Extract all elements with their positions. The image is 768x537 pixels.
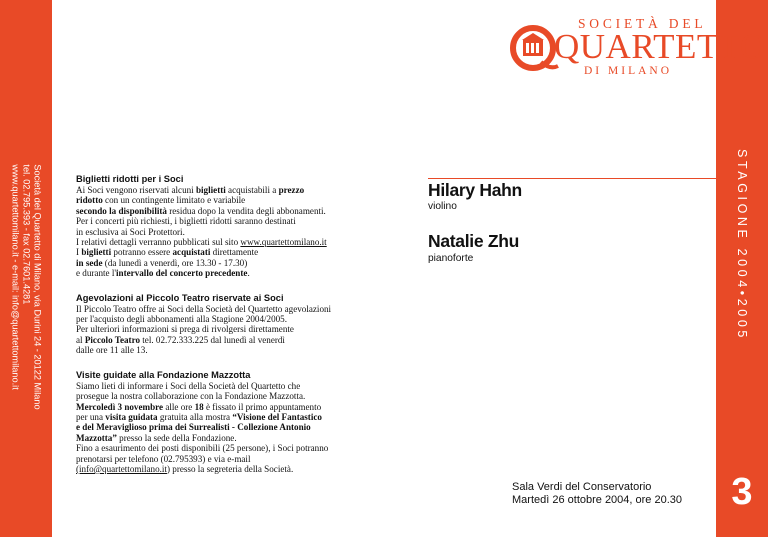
text-segment: prosegue la nostra collaborazione con la Fondazione Mazzotta.	[76, 391, 306, 402]
text-segment: Per i concerti più richiesti, i biglietti ridotti saranno destinati	[76, 216, 296, 227]
text-segment: al	[76, 334, 85, 345]
text-segment: visita guidata	[105, 411, 158, 422]
text-segment: I relativi dettagli verranno pubblicati sul sito	[76, 237, 241, 248]
text-segment: tel. 02.72.333.225 dal lunedì al venerdì	[140, 334, 285, 345]
section-title: Agevolazioni al Piccolo Teatro riservate ai Soci	[76, 292, 284, 303]
text-segment: per una	[76, 411, 106, 422]
text-segment: presso la sede della Fondazione.	[116, 432, 237, 443]
concert-date: Martedì 26 ottobre 2004, ore 20.30	[512, 494, 683, 506]
email-or-web-link[interactable]: www.quartettomilano.it	[240, 237, 327, 248]
text-segment: Per ulteriori informazioni si prega di rivolgersi direttamente	[76, 324, 294, 335]
logo-main-text: QUARTETTO	[554, 27, 766, 66]
artist-name-2: Natalie Zhu	[428, 231, 520, 251]
info-column	[76, 174, 412, 488]
text-segment: ) presso la segreteria della Società.	[166, 463, 294, 474]
text-segment: Piccolo Teatro	[84, 334, 140, 345]
text-segment: acquistabili a	[225, 185, 279, 195]
contact-info-vertical	[10, 164, 43, 409]
section-text-line	[76, 402, 412, 412]
text-segment: .	[247, 268, 250, 279]
venue-name: Sala Verdi del Conservatorio	[512, 481, 652, 493]
section-text-line	[76, 314, 412, 324]
text-segment: Mazzotta”	[76, 432, 117, 443]
info-section	[76, 174, 412, 279]
text-segment: “Visione del Fantastico	[232, 411, 322, 422]
contact-line-phone: tel. 02.795.393 - fax 02.7601.4281	[21, 164, 32, 305]
text-segment: Fino a esaurimento dei posti disponibili (25 persone), i Soci potranno	[76, 443, 329, 454]
section-text-line	[76, 345, 412, 355]
section-text-line	[76, 443, 412, 453]
text-segment: 18	[194, 401, 204, 412]
section-text-line	[76, 324, 412, 334]
section-text-line	[76, 381, 412, 391]
section-text-line	[76, 391, 412, 401]
info-section	[76, 293, 412, 356]
text-segment: biglietti	[195, 185, 226, 195]
text-segment: e del Meraviglioso prima dei Surrealisti - Collezione Antonio	[76, 422, 311, 433]
logo-q-emblem-icon	[508, 22, 560, 74]
text-segment: acquistati	[172, 247, 211, 258]
text-segment: gratuita alla mostra	[157, 411, 233, 422]
section-text-line	[76, 237, 412, 247]
text-segment: (da lunedì a venerdì, ore 13.30 - 17.30)	[102, 257, 248, 268]
text-segment: residua dopo la vendita degli abbonamenti.	[166, 205, 326, 216]
text-segment: secondo la disponibilità	[76, 205, 167, 216]
artist-name-1: Hilary Hahn	[428, 180, 522, 200]
concert-venue	[512, 481, 682, 507]
section-text-line	[76, 247, 412, 257]
email-or-web-link[interactable]: (info@quartettomilano.it	[76, 463, 167, 474]
text-segment: in sede	[76, 257, 103, 268]
text-segment: intervallo del concerto precedente	[116, 268, 248, 279]
contact-line-address: Società del Quartetto di Milano, via Durini 24 - 20122 Milano	[32, 164, 43, 410]
text-segment: per l'acquisto degli abbonamenti alla Stagione 2004/2005.	[76, 314, 287, 325]
text-segment: dalle ore 11 alle 13.	[76, 345, 148, 356]
text-segment: Ai Soci vengono riservati alcuni	[76, 185, 196, 195]
info-section	[76, 370, 412, 475]
season-label: STAGIONE 2004•2005	[735, 149, 749, 341]
text-segment: potranno essere	[111, 247, 173, 258]
text-segment: Il Piccolo Teatro offre ai Soci della Società del Quartetto agevolazioni	[76, 303, 332, 314]
section-text-line	[76, 304, 412, 314]
text-segment: e durante l'	[76, 268, 117, 279]
logo-top-text: SOCIETÀ DEL	[578, 16, 707, 31]
section-text-line	[76, 206, 412, 216]
text-segment: prezzo	[278, 185, 305, 195]
section-text-line	[76, 227, 412, 237]
section-text-line	[76, 422, 412, 432]
contact-line-web: www.quartettomilano.it - e-mail: info@quartettomilano.it	[10, 164, 21, 390]
artist-instrument-1: violino	[428, 201, 457, 212]
logo-bottom-text: DI MILANO	[584, 65, 673, 77]
section-text-line	[76, 335, 412, 345]
text-segment: I	[76, 247, 82, 258]
text-segment: con un contingente limitato e variabile	[102, 195, 246, 206]
section-text-line	[76, 433, 412, 443]
section-text-line	[76, 216, 412, 226]
artist-instrument-2: pianoforte	[428, 253, 474, 264]
text-segment: prenotarsi per telefono (02.795393) e via e-mail	[76, 453, 251, 464]
quartetto-logo	[508, 14, 766, 84]
section-text-line	[76, 412, 412, 422]
section-text-line	[76, 185, 412, 195]
divider-line	[428, 178, 720, 179]
section-text-line	[76, 464, 412, 474]
section-title: Biglietti ridotti per i Soci	[76, 174, 184, 184]
section-text-line	[76, 454, 412, 464]
text-segment: biglietti	[81, 247, 112, 258]
page-number: 3	[731, 471, 753, 513]
text-segment: è fissato il primo appuntamento	[203, 401, 322, 412]
section-text-line	[76, 195, 412, 205]
section-text-line	[76, 258, 412, 268]
text-segment: Mercoledì 3 novembre	[76, 401, 164, 412]
text-segment: in esclusiva ai Soci Protettori.	[76, 226, 185, 237]
text-segment: Siamo lieti di informare i Soci della Società del Quartetto che	[76, 380, 301, 391]
text-segment: ridotto	[76, 195, 103, 206]
section-title: Visite guidate alla Fondazione Mazzotta	[76, 369, 251, 380]
section-text-line	[76, 268, 412, 278]
text-segment: direttamente	[210, 247, 259, 258]
text-segment: alle ore	[163, 401, 195, 412]
